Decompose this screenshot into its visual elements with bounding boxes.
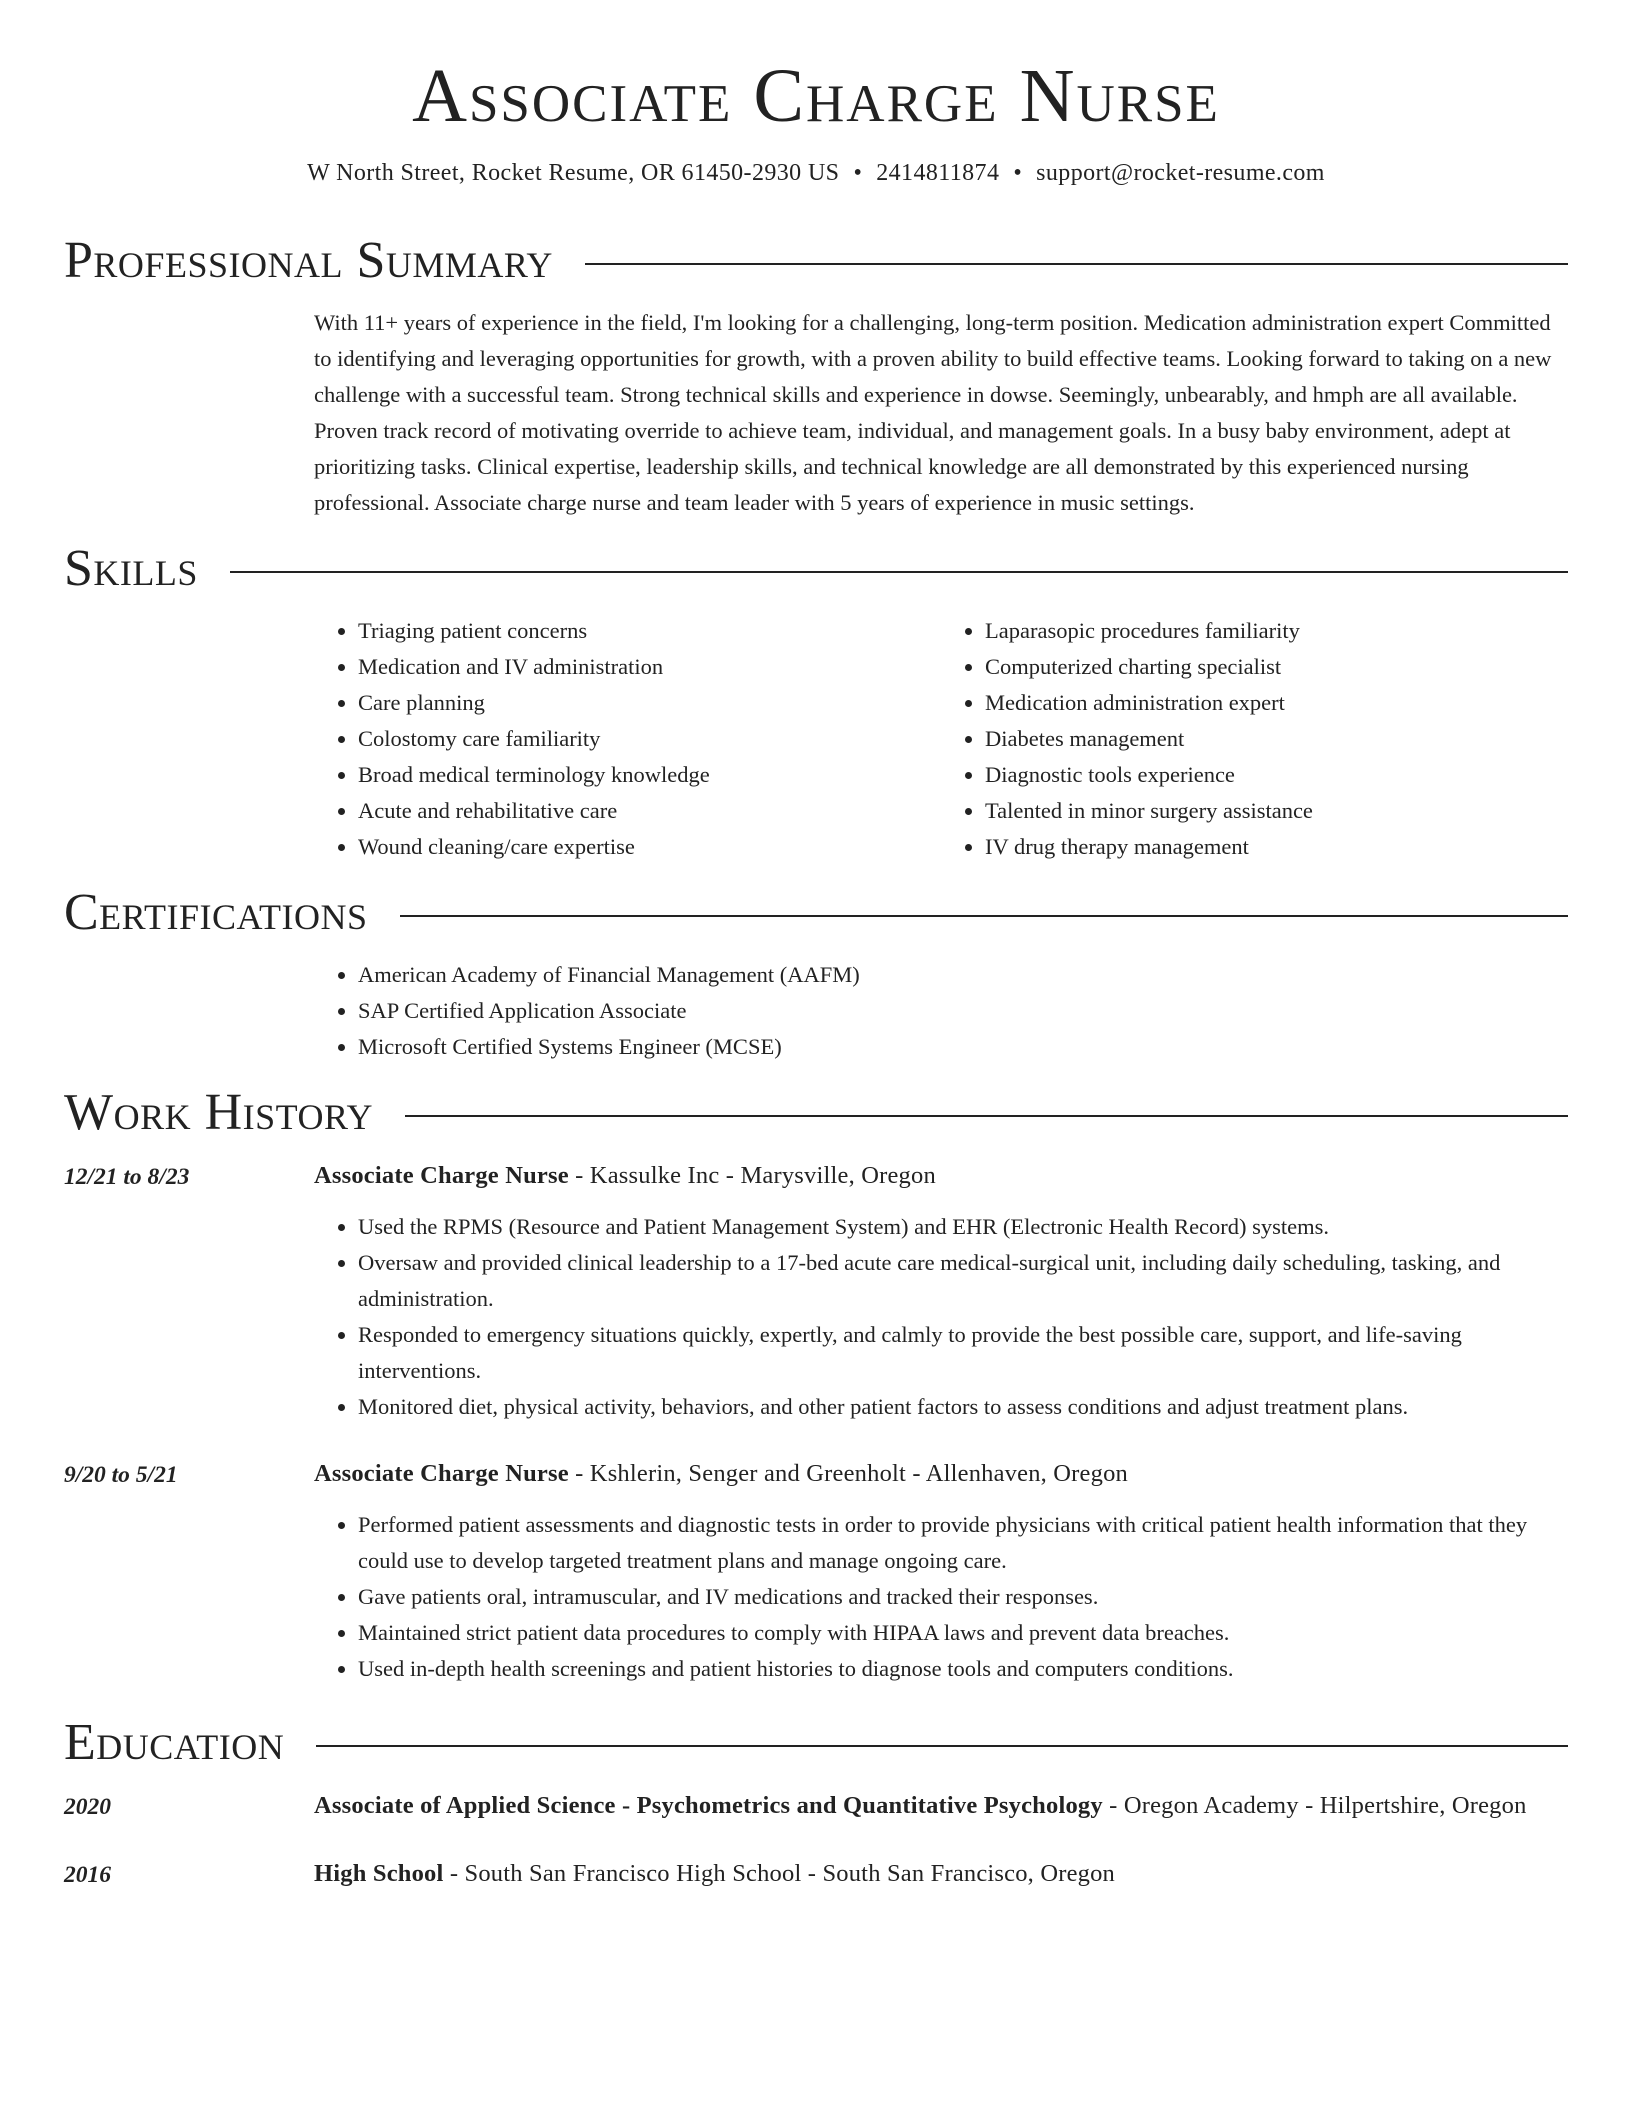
certifications-section: [64, 884, 1568, 1065]
skill-item: • Medication and IV administration: [358, 649, 941, 685]
education-heading: [314, 1787, 1568, 1825]
education-entry: [64, 1855, 1568, 1893]
section-divider: [316, 1745, 1568, 1747]
job-duty: • Oversaw and provided clinical leadership to a 17-bed acute care medical-surgical unit, including daily scheduling, tasking, and administration.: [358, 1245, 1568, 1317]
job-duty: • Used the RPMS (Resource and Patient Management System) and EHR (Electronic Health Record) systems.: [358, 1209, 1568, 1245]
job-duties-list: [314, 1209, 1568, 1425]
job-entry: [64, 1455, 1568, 1687]
job-role: Associate Charge Nurse: [314, 1460, 569, 1487]
skills-list-left: [314, 613, 941, 865]
education-year: 2016: [64, 1862, 111, 1888]
job-employer: - Kshlerin, Senger and Greenholt - Allenhaven, Oregon: [568, 1460, 1128, 1487]
job-duty: • Gave patients oral, intramuscular, and IV medications and tracked their responses.: [358, 1579, 1568, 1615]
skill-item: • Diagnostic tools experience: [985, 757, 1568, 793]
skills-list-right: [941, 613, 1568, 865]
job-heading: [314, 1157, 1568, 1195]
skill-item: • Computerized charting specialist: [985, 649, 1568, 685]
education-entry: [64, 1787, 1568, 1825]
job-duty: • Performed patient assessments and diagnostic tests in order to provide physicians with critical patient health information that they could use to develop targeted treatment plans and manage ongoing care.: [358, 1507, 1568, 1579]
skill-item: • Broad medical terminology knowledge: [358, 757, 941, 793]
job-duty: • Monitored diet, physical activity, behaviors, and other patient factors to assess conditions and adjust treatment plans.: [358, 1389, 1568, 1425]
skill-item: • Care planning: [358, 685, 941, 721]
job-body: [314, 1157, 1568, 1425]
education-body: [314, 1855, 1568, 1893]
skill-item: • Medication administration expert: [985, 685, 1568, 721]
work-history-section: [64, 1084, 1568, 1687]
job-duties-list: [314, 1507, 1568, 1687]
education-heading: [314, 1855, 1568, 1893]
summary-section: [64, 232, 1568, 521]
education-school: - South San Francisco High School - South San Francisco, Oregon: [443, 1860, 1116, 1887]
contact-address: W North Street, Rocket Resume, OR 61450-2930 US: [307, 160, 840, 186]
job-duty: • Responded to emergency situations quickly, expertly, and calmly to provide the best possible care, support, and life-saving interventions.: [358, 1317, 1568, 1389]
job-role: Associate Charge Nurse: [314, 1162, 569, 1189]
summary-text: With 11+ years of experience in the field, I'm looking for a challenging, long-term position. Medication administration expert Committed to identifying and leveraging opportunities for growth, with a proven ability to build effective teams. Looking forward to taking on a new challenge with a successful team. Strong technical skills and experience in dowse. Seemingly, unbearably, and hmph are all available. Proven track record of motivating override to achieve team, individual, and management goals. In a busy baby environment, adept at prioritizing tasks. Clinical expertise, leadership skills, and technical knowledge are all demonstrated by this experienced nursing professional. Associate charge nurse and team leader with 5 years of experience in music settings.: [314, 310, 1552, 515]
job-employer: - Kassulke Inc - Marysville, Oregon: [568, 1162, 936, 1189]
certification-item: • American Academy of Financial Management (AAFM): [358, 957, 1568, 993]
education-school: - Oregon Academy - Hilpertshire, Oregon: [1102, 1792, 1527, 1819]
contact-phone: 2414811874: [876, 160, 1000, 186]
summary-body: [314, 305, 1568, 521]
job-duty: • Maintained strict patient data procedures to comply with HIPAA laws and prevent data breaches.: [358, 1615, 1568, 1651]
education-year: 2020: [64, 1794, 111, 1820]
skill-item: • Colostomy care familiarity: [358, 721, 941, 757]
certifications-list: [314, 957, 1568, 1065]
education-degree: High School: [314, 1860, 444, 1887]
skill-item: • Wound cleaning/care expertise: [358, 829, 941, 865]
job-heading: [314, 1455, 1568, 1493]
certifications-header: [64, 884, 1568, 941]
education-body: [314, 1787, 1568, 1825]
job-body: [314, 1455, 1568, 1687]
summary-header: [64, 232, 1568, 289]
skills-section: [64, 540, 1568, 865]
section-divider: [405, 1115, 1568, 1117]
work-history-header: [64, 1084, 1568, 1141]
skill-item: • Talented in minor surgery assistance: [985, 793, 1568, 829]
contact-separator: •: [1013, 160, 1023, 186]
skills-header: [64, 540, 1568, 597]
skill-item: • Acute and rehabilitative care: [358, 793, 941, 829]
contact-email: support@rocket-resume.com: [1036, 160, 1325, 186]
skill-item: • Laparasopic procedures familiarity: [985, 613, 1568, 649]
certifications-body: [314, 957, 1568, 1065]
contact-line: [64, 160, 1568, 187]
contact-separator: •: [853, 160, 863, 186]
job-dates: 12/21 to 8/23: [64, 1164, 190, 1190]
education-title: Education: [64, 1714, 285, 1771]
job-dates: 9/20 to 5/21: [64, 1462, 178, 1488]
certification-item: • Microsoft Certified Systems Engineer (MCSE): [358, 1029, 1568, 1065]
education-section: [64, 1714, 1568, 1893]
work-history-title: Work History: [64, 1084, 374, 1141]
certification-item: • SAP Certified Application Associate: [358, 993, 1568, 1029]
job-duty: • Used in-depth health screenings and patient histories to diagnose tools and computers conditions.: [358, 1651, 1568, 1687]
section-divider: [585, 263, 1568, 265]
education-header: [64, 1714, 1568, 1771]
skill-item: • Diabetes management: [985, 721, 1568, 757]
skill-item: • IV drug therapy management: [985, 829, 1568, 865]
summary-title: Professional Summary: [64, 232, 553, 289]
certifications-title: Certifications: [64, 884, 368, 941]
section-divider: [400, 915, 1568, 917]
section-divider: [230, 571, 1568, 573]
skills-grid: [314, 613, 1568, 865]
job-entry: [64, 1157, 1568, 1425]
candidate-name: Associate Charge Nurse: [412, 54, 1220, 138]
skill-item: • Triaging patient concerns: [358, 613, 941, 649]
education-degree: Associate of Applied Science - Psychometrics and Quantitative Psychology: [314, 1792, 1103, 1819]
skills-title: Skills: [64, 540, 198, 597]
